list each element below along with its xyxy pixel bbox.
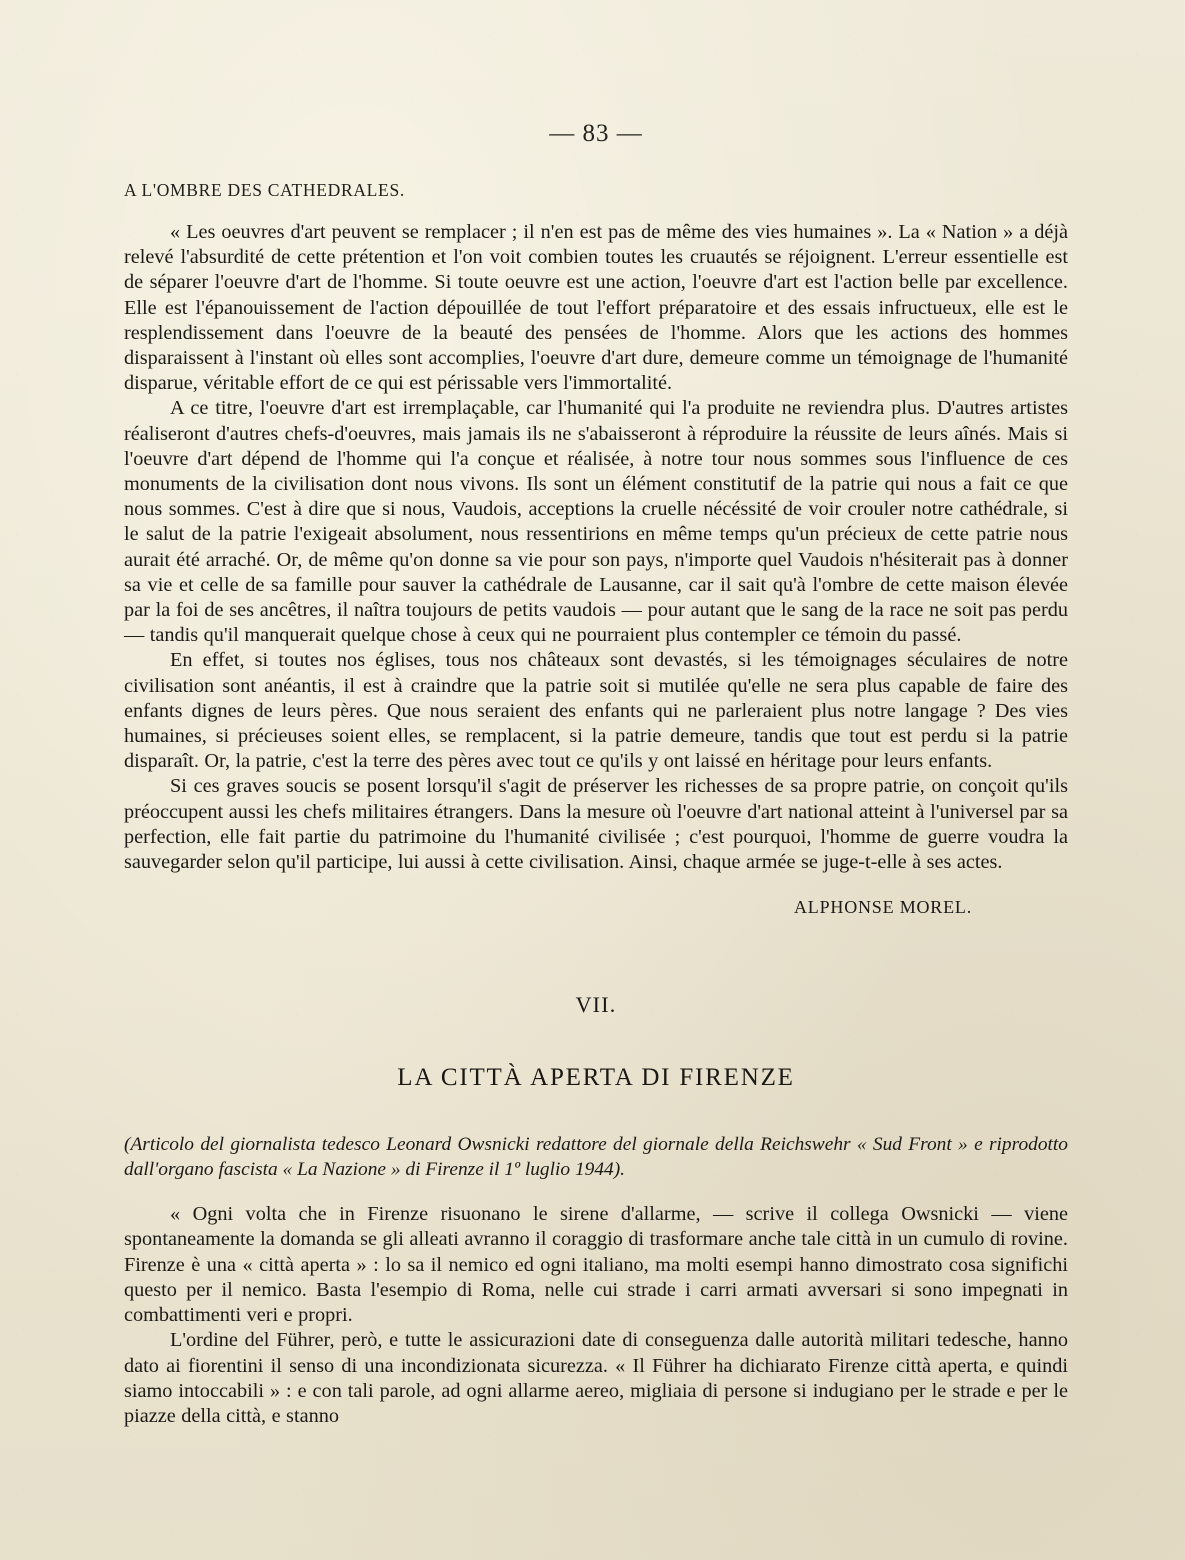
page-content [124, 0, 1068, 1429]
paragraph: A ce titre, l'oeuvre d'art est irremplaçable, car l'humanité qui l'a produite ne reviendra plus. D'autres artistes réaliseront d'autres chefs-d'oeuvres, mais jamais ils ne s'abaisseront à réproduire la réussite de leurs aînés. Mais si l'oeuvre d'art dépend de l'homme qui l'a conçue et réalisée, à notre tour nous sommes sous l'influence de ces monuments de la civilisation dont nous vivons. Ils sont un élément constitutif de la patrie qui nous a fait ce que nous sommes. C'est à dire que si nous, Vaudois, acceptions la cruelle nécéssité de voir crouler notre cathédrale, si le salut de la patrie l'exigeait absolument, nous ressentirions en même temps qu'un précieux de cette patrie nous aurait été arraché. Or, de même qu'on donne sa vie pour son pays, n'importe quel Vaudois n'hésiterait pas à donner sa vie et celle de sa famille pour sauver la cathédrale de Lausanne, car il sait qu'à l'ombre de cette maison élevée par la foi de ses ancêtres, il naîtra toujours de petits vaudois — pour autant que le sang de la race ne soit pas perdu — tandis qu'il manquerait quelque chose à ceux qui ne pourraient plus contempler ce témoin du passé. [124, 397, 1068, 647]
paragraph: En effet, si toutes nos églises, tous nos châteaux sont devastés, si les témoignages séculaires de notre civilisation sont anéantis, il est à craindre que la patrie soit si mutilée qu'elle ne sera plus capable de faire des enfants dignes de leurs pères. Que nous seraient des enfants qui ne parleraient plus notre langage ? Des vies humaines, si précieuses soient elles, se remplacent, si la patrie demeure, tandis que tout est perdu si la patrie disparaît. Or, la patrie, c'est la terre des pères avec tout ce qu'ils y ont laissé en héritage pour leurs enfants. [124, 649, 1068, 773]
spacer [124, 1182, 1068, 1202]
paragraph: « Les oeuvres d'art peuvent se remplacer ; il n'en est pas de même des vies humaines ». La « Nation » a déjà relevé l'absurdité de cette prétention et l'on voit combien toutes les cruautés se réjoignent. L'erreur essentielle est de séparer l'oeuvre d'art de l'homme. Si toute oeuvre est une action, l'oeuvre d'art est l'action belle par excellence. Elle est l'épanouissement de l'action dépouillée de tout l'effort préparatoire et des essais infructueux, elle est le resplendissement dans l'oeuvre de la beauté des pensées de l'homme. Alors que les actions des hommes disparaissent à l'instant où elles sont accomplies, l'oeuvre d'art dure, demeure comme un témoignage de l'humanité disparue, véritable effort de ce qui est périssable vers l'immortalité. [124, 221, 1068, 395]
paragraph: Si ces graves soucis se posent lorsqu'il s'agit de préserver les richesses de sa propre patrie, on conçoit qu'ils préoccupent aussi les chefs militaires étrangers. Dans la mesure où l'oeuvre d'art national atteint à l'universel par sa perfection, elle fait partie du patrimoine du l'humanité civilisée ; c'est pourquoi, l'homme de guerre voudra la sauvegarder selon qu'il participe, lui aussi à cette civilisation. Ainsi, chaque armée se juge-t-elle à ses actes. [124, 775, 1068, 874]
section-number: VII. [575, 992, 617, 1018]
running-head: A L'OMBRE DES CATHEDRALES. [124, 180, 405, 200]
author-signature: ALPHONSE MOREL. [793, 897, 972, 918]
paragraph: L'ordine del Führer, però, e tutte le assicurazioni date di conseguenza dalle autorità militari tedesche, hanno dato ai fiorentini il senso di una incondizionata sicurezza. « Il Führer ha dichiarato Firenze città aperta, e quindi siamo intoccabili » : e con tali parole, ad ogni allarme aereo, migliaia di persone si indugiano per le strade e per le piazze della città, e stanno [124, 1329, 1068, 1427]
paragraph: « Ogni volta che in Firenze risuonano le sirene d'allarme, — scrive il collega Owsnicki — viene spontaneamente la domanda se gli alleati avranno il coraggio di trasformare anche tale città in un cumulo di rovine. Firenze è una « città aperta » : lo sa il nemico ed ogni italiano, ma molti esempi hanno dimostrato cosa significhi questo per il nemico. Basta l'esempio di Roma, nelle cui strade i carri armati avversari si sono impegnati in combattimenti veri e propri. [124, 1203, 1068, 1327]
article-title: LA CITTÀ APERTA DI FIRENZE [397, 1064, 795, 1092]
page-number: — 83 — [549, 120, 643, 147]
article-source-note: (Articolo del giornalista tedesco Leonard Owsnicki redattore del giornale della Reichswehr « Sud Front » e riprodotto dall'organo fascista « La Nazione » di Firenze il 1º luglio 1944). [124, 1134, 1068, 1181]
